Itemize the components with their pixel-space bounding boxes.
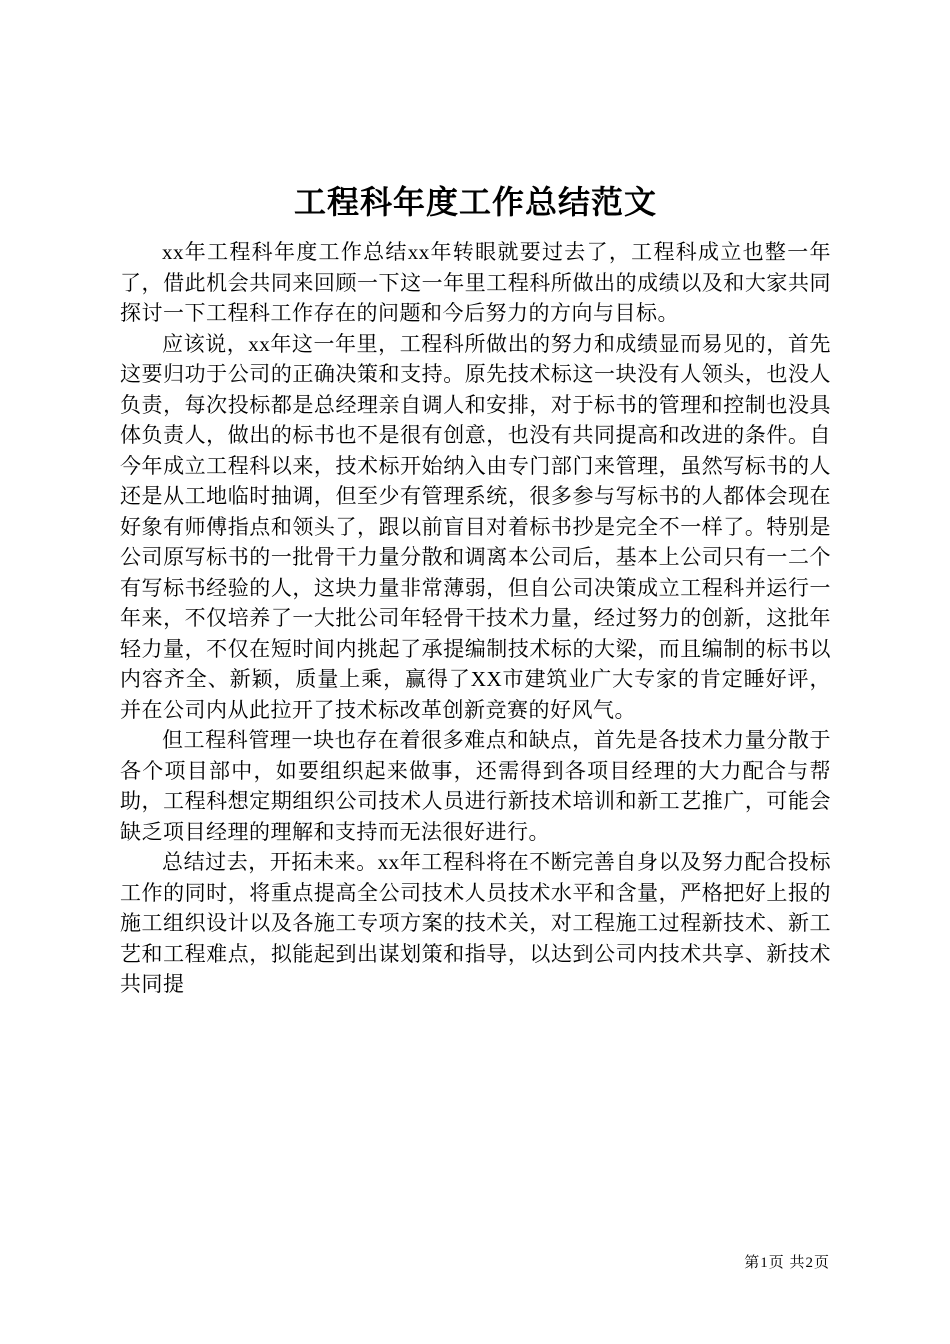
paragraph: 应该说，xx年这一年里，工程科所做出的努力和成绩显而易见的，首先这要归功于公司的正确决策和支持。原先技术标这一块没有人领头，也没人负责，每次投标都是总经理亲自调人和安排，对于标书的管理和控制也没具体负责人，做出的标书也不是很有创意，也没有共同提高和改进的条件。自今年成立工程科以来，技术标开始纳入由专门部门来管理，虽然写标书的人还是从工地临时抽调，但至少有管理系统，很多参与写标书的人都体会现在好象有师傅指点和领头了，跟以前盲目对着标书抄是完全不一样了。特别是公司原写标书的一批骨干力量分散和调离本公司后，基本上公司只有一二个有写标书经验的人，这块力量非常薄弱，但自公司决策成立工程科并运行一年来，不仅培养了一大批公司年轻骨干技术力量，经过努力的创新，这批年轻力量，不仅在短时间内挑起了承提编制技术标的大梁，而且编制的标书以内容齐全、新颖，质量上乘，赢得了XX市建筑业广大专家的肯定睡好评，并在公司内从此拉开了技术标改革创新竞赛的好风气。 xyxy=(120,331,831,722)
document-body xyxy=(120,237,831,1000)
page-number-indicator: 第1页 共2页 xyxy=(744,1255,830,1271)
paragraph: 总结过去，开拓未来。xx年工程科将在不断完善自身以及努力配合投标工作的同时，将重点提高全公司技术人员技术水平和含量，严格把好上报的施工组织设计以及各施工专项方案的技术关，对工程施工过程新技术、新工艺和工程难点，拟能起到出谋划策和指导，以达到公司内技术共享、新技术共同提 xyxy=(120,850,831,997)
paragraph: 但工程科管理一块也存在着很多难点和缺点，首先是各技术力量分散于各个项目部中，如要组织起来做事，还需得到各项目经理的大力配合与帮助，工程科想定期组织公司技术人员进行新技术培训和新工艺推广，可能会缺乏项目经理的理解和支持而无法很好进行。 xyxy=(120,728,831,844)
paragraph: xx年工程科年度工作总结xx年转眼就要过去了，工程科成立也整一年了，借此机会共同来回顾一下这一年里工程科所做出的成绩以及和大家共同探讨一下工程科工作存在的问题和今后努力的方向与目标。 xyxy=(120,240,831,326)
document-title: 工程科年度工作总结范文 xyxy=(293,184,657,220)
